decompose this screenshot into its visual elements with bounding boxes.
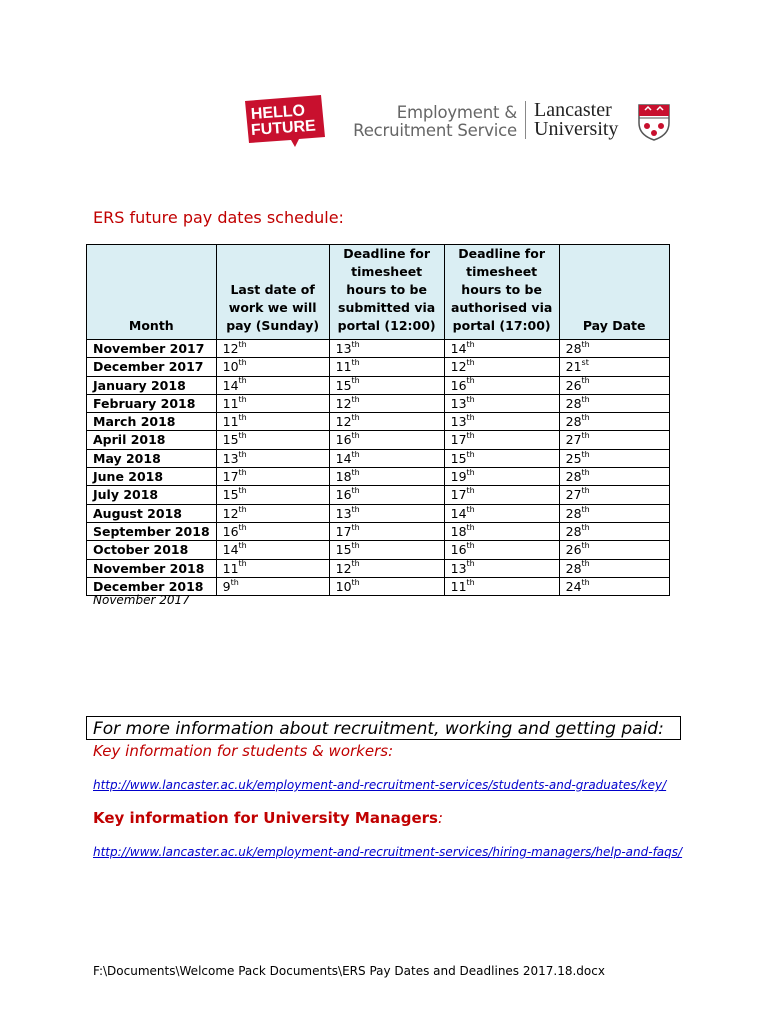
cell-pay-date-suffix: th: [581, 339, 590, 349]
table-row: [87, 413, 670, 431]
table-row: [87, 394, 670, 412]
cell-submit-deadline: [329, 376, 444, 394]
table-note: November 2017: [93, 593, 190, 607]
cell-pay-date-suffix: th: [581, 467, 590, 477]
cell-pay-date-suffix: th: [581, 449, 590, 459]
table-row: [87, 541, 670, 559]
footer-file-path: F:\Documents\Welcome Pack Documents\ERS Pay Dates and Deadlines 2017.18.docx: [93, 964, 605, 978]
cell-last-date-suffix: th: [238, 559, 247, 569]
table-row: [87, 486, 670, 504]
cell-last-date: [216, 358, 329, 376]
cell-pay-date-value: 24: [565, 578, 582, 594]
cell-submit-deadline: [329, 486, 444, 504]
cell-month: [87, 413, 217, 431]
cell-last-date: [216, 340, 329, 358]
header-pay-date: Pay Date: [559, 245, 669, 340]
cell-pay-date-suffix: th: [581, 504, 590, 514]
students-heading-text: Key information for students & workers:: [93, 742, 394, 760]
cell-authorise-deadline-suffix: th: [466, 394, 475, 404]
logo-divider: [525, 101, 526, 139]
cell-last-date: [216, 394, 329, 412]
cell-last-date-suffix: th: [238, 504, 247, 514]
cell-submit-deadline: [329, 541, 444, 559]
cell-submit-deadline: [329, 340, 444, 358]
cell-authorise-deadline-value: 14: [450, 505, 467, 521]
table-row: [87, 376, 670, 394]
cell-submit-deadline-suffix: th: [351, 339, 360, 349]
cell-last-date-value: 14: [222, 377, 239, 393]
cell-last-date: [216, 376, 329, 394]
cell-pay-date: [559, 431, 669, 449]
managers-heading-text: Key information for University Managers: [93, 809, 438, 827]
cell-month: [87, 541, 217, 559]
cell-pay-date: [559, 449, 669, 467]
cell-authorise-deadline-value: 11: [450, 578, 467, 594]
cell-month-value: October 2018: [93, 542, 189, 558]
cell-authorise-deadline-value: 13: [450, 560, 467, 576]
cell-last-date: [216, 541, 329, 559]
hello-future-line1: HELLO: [250, 102, 306, 124]
cell-month-value: November 2017: [93, 341, 205, 356]
cell-authorise-deadline-suffix: th: [466, 486, 475, 496]
cell-authorise-deadline: [444, 577, 559, 595]
cell-authorise-deadline-suffix: th: [466, 522, 475, 532]
cell-month-value: May 2018: [93, 450, 161, 466]
cell-last-date: [216, 486, 329, 504]
cell-submit-deadline-value: 15: [335, 377, 352, 393]
cell-last-date-suffix: th: [238, 486, 247, 496]
cell-last-date-suffix: th: [238, 522, 247, 532]
cell-month-value: April 2018: [93, 432, 166, 448]
table-row: [87, 358, 670, 376]
more-info-heading: For more information about recruitment, working and getting paid:: [86, 716, 681, 740]
cell-submit-deadline-value: 16: [335, 487, 352, 503]
cell-pay-date-value: 26: [565, 542, 582, 558]
university-line1: Lancaster: [534, 99, 612, 121]
cell-pay-date-value: 21: [565, 359, 582, 375]
cell-submit-deadline-suffix: th: [351, 577, 360, 587]
cell-pay-date-suffix: th: [581, 376, 590, 386]
cell-submit-deadline: [329, 468, 444, 486]
cell-authorise-deadline-value: 16: [450, 542, 467, 558]
managers-link[interactable]: http://www.lancaster.ac.uk/employment-and-recruitment-services/hiring-managers/help-and-faqs/: [93, 845, 683, 859]
cell-submit-deadline-value: 12: [335, 560, 352, 576]
table-row: [87, 468, 670, 486]
cell-submit-deadline: [329, 413, 444, 431]
cell-authorise-deadline: [444, 541, 559, 559]
cell-month-value: June 2018: [93, 469, 164, 485]
cell-pay-date-value: 27: [565, 487, 582, 503]
cell-authorise-deadline-value: 13: [450, 414, 467, 430]
cell-month-value: December 2017: [93, 359, 204, 375]
cell-pay-date-value: 25: [565, 450, 582, 466]
cell-submit-deadline-suffix: th: [351, 449, 360, 459]
table-row: [87, 559, 670, 577]
cell-submit-deadline-suffix: th: [351, 413, 360, 423]
cell-pay-date: [559, 559, 669, 577]
cell-submit-deadline-value: 12: [335, 395, 352, 411]
cell-submit-deadline-suffix: th: [351, 504, 360, 514]
university-crest-icon: [637, 103, 671, 141]
cell-authorise-deadline-value: 18: [450, 523, 467, 539]
cell-submit-deadline-value: 12: [335, 414, 352, 430]
cell-pay-date: [559, 522, 669, 540]
students-heading: [93, 742, 393, 760]
cell-last-date-suffix: th: [238, 339, 247, 349]
pay-dates-table: [86, 244, 670, 596]
cell-submit-deadline: [329, 431, 444, 449]
cell-submit-deadline-value: 16: [335, 432, 352, 448]
cell-month-value: January 2018: [93, 377, 186, 393]
cell-last-date-value: 13: [222, 450, 239, 466]
cell-pay-date-value: 28: [565, 505, 582, 521]
ers-line1: Employment &: [396, 103, 517, 122]
cell-pay-date: [559, 468, 669, 486]
cell-submit-deadline-suffix: th: [351, 541, 360, 551]
cell-authorise-deadline-suffix: th: [466, 449, 475, 459]
cell-submit-deadline-suffix: th: [351, 394, 360, 404]
cell-authorise-deadline: [444, 486, 559, 504]
header-submit-deadline: Deadline for timesheet hours to be submitted via portal (12:00): [329, 245, 444, 340]
table-row: [87, 504, 670, 522]
cell-last-date-suffix: th: [238, 413, 247, 423]
cell-authorise-deadline-value: 16: [450, 377, 467, 393]
cell-submit-deadline-suffix: th: [351, 522, 360, 532]
cell-submit-deadline-value: 13: [335, 505, 352, 521]
cell-last-date: [216, 559, 329, 577]
cell-authorise-deadline: [444, 376, 559, 394]
cell-authorise-deadline-suffix: th: [466, 431, 475, 441]
cell-last-date-suffix: th: [238, 541, 247, 551]
cell-authorise-deadline-suffix: th: [466, 376, 475, 386]
cell-last-date-value: 10: [222, 359, 239, 375]
cell-pay-date: [559, 394, 669, 412]
cell-last-date-value: 12: [222, 505, 239, 521]
cell-last-date-suffix: th: [238, 431, 247, 441]
cell-pay-date-value: 28: [565, 469, 582, 485]
cell-pay-date-value: 28: [565, 414, 582, 430]
cell-last-date: [216, 468, 329, 486]
cell-last-date: [216, 449, 329, 467]
cell-last-date: [216, 577, 329, 595]
cell-pay-date: [559, 577, 669, 595]
cell-authorise-deadline-value: 17: [450, 432, 467, 448]
cell-submit-deadline-suffix: th: [351, 358, 360, 368]
table-row: [87, 522, 670, 540]
cell-authorise-deadline-suffix: th: [466, 541, 475, 551]
cell-month: [87, 340, 217, 358]
hello-future-line2: FUTURE: [250, 117, 317, 140]
cell-last-date: [216, 504, 329, 522]
cell-pay-date-suffix: th: [581, 559, 590, 569]
cell-pay-date-value: 26: [565, 377, 582, 393]
cell-last-date-suffix: th: [238, 358, 247, 368]
cell-last-date-value: 17: [222, 469, 239, 485]
managers-heading: [93, 809, 443, 827]
cell-authorise-deadline-value: 14: [450, 341, 467, 356]
header-authorise-deadline: Deadline for timesheet hours to be authorised via portal (17:00): [444, 245, 559, 340]
cell-month: [87, 358, 217, 376]
cell-pay-date-suffix: th: [581, 522, 590, 532]
cell-month-value: July 2018: [93, 487, 159, 503]
cell-submit-deadline-value: 11: [335, 359, 352, 375]
cell-authorise-deadline-suffix: th: [466, 467, 475, 477]
lancaster-wordmark: [534, 101, 618, 139]
cell-month: [87, 376, 217, 394]
table-row: [87, 340, 670, 358]
cell-submit-deadline-value: 13: [335, 341, 352, 356]
table-header-row: [87, 245, 670, 340]
students-link[interactable]: http://www.lancaster.ac.uk/employment-and-recruitment-services/students-and-graduates/key/: [93, 778, 667, 792]
hello-future-logo: [241, 95, 327, 147]
cell-authorise-deadline: [444, 431, 559, 449]
cell-month: [87, 449, 217, 467]
cell-authorise-deadline-suffix: th: [466, 504, 475, 514]
cell-month: [87, 486, 217, 504]
cell-pay-date-suffix: th: [581, 394, 590, 404]
cell-submit-deadline: [329, 358, 444, 376]
cell-month: [87, 559, 217, 577]
cell-month-value: August 2018: [93, 505, 182, 521]
cell-month: [87, 468, 217, 486]
cell-pay-date-value: 27: [565, 432, 582, 448]
university-line2: University: [534, 118, 619, 140]
cell-month: [87, 431, 217, 449]
cell-pay-date-suffix: th: [581, 486, 590, 496]
cell-authorise-deadline-value: 19: [450, 469, 467, 485]
cell-authorise-deadline: [444, 394, 559, 412]
cell-authorise-deadline: [444, 559, 559, 577]
cell-pay-date: [559, 340, 669, 358]
cell-pay-date-suffix: th: [581, 541, 590, 551]
header-month: Month: [87, 245, 217, 340]
cell-month: [87, 394, 217, 412]
cell-last-date: [216, 522, 329, 540]
cell-last-date-value: 14: [222, 542, 239, 558]
cell-submit-deadline-value: 14: [335, 450, 352, 466]
table-row: [87, 449, 670, 467]
cell-pay-date: [559, 358, 669, 376]
cell-submit-deadline-value: 18: [335, 469, 352, 485]
cell-month-value: November 2018: [93, 560, 205, 576]
header-last-date: Last date of work we will pay (Sunday): [216, 245, 329, 340]
cell-submit-deadline: [329, 504, 444, 522]
cell-authorise-deadline-suffix: th: [466, 339, 475, 349]
cell-authorise-deadline: [444, 468, 559, 486]
ers-wordmark: [345, 104, 517, 140]
cell-submit-deadline: [329, 559, 444, 577]
cell-pay-date-value: 28: [565, 560, 582, 576]
cell-authorise-deadline: [444, 504, 559, 522]
cell-pay-date-value: 28: [565, 395, 582, 411]
cell-pay-date-suffix: th: [581, 431, 590, 441]
cell-month-value: December 2018: [93, 578, 204, 594]
cell-submit-deadline-value: 15: [335, 542, 352, 558]
cell-pay-date-value: 28: [565, 341, 582, 356]
cell-authorise-deadline: [444, 340, 559, 358]
ers-line2: Recruitment Service: [353, 121, 517, 140]
cell-last-date-suffix: th: [238, 376, 247, 386]
cell-last-date-value: 12: [222, 341, 239, 356]
cell-submit-deadline: [329, 522, 444, 540]
cell-pay-date: [559, 376, 669, 394]
cell-authorise-deadline: [444, 413, 559, 431]
cell-last-date-value: 16: [222, 523, 239, 539]
cell-submit-deadline-suffix: th: [351, 376, 360, 386]
cell-submit-deadline-suffix: th: [351, 431, 360, 441]
cell-authorise-deadline: [444, 449, 559, 467]
cell-pay-date-suffix: th: [581, 577, 590, 587]
cell-last-date-value: 9: [222, 578, 231, 594]
cell-month-value: February 2018: [93, 395, 196, 411]
cell-submit-deadline: [329, 394, 444, 412]
cell-last-date-suffix: th: [230, 577, 239, 587]
cell-submit-deadline: [329, 449, 444, 467]
cell-submit-deadline-suffix: th: [351, 467, 360, 477]
cell-submit-deadline-value: 17: [335, 523, 352, 539]
cell-authorise-deadline-value: 15: [450, 450, 467, 466]
cell-submit-deadline-value: 10: [335, 578, 352, 594]
cell-authorise-deadline-suffix: th: [466, 358, 475, 368]
cell-month: [87, 504, 217, 522]
cell-authorise-deadline: [444, 358, 559, 376]
cell-last-date: [216, 413, 329, 431]
cell-authorise-deadline-suffix: th: [466, 559, 475, 569]
cell-pay-date: [559, 504, 669, 522]
cell-month-value: September 2018: [93, 523, 210, 539]
cell-last-date-suffix: th: [238, 467, 247, 477]
cell-last-date: [216, 431, 329, 449]
cell-submit-deadline-suffix: th: [351, 486, 360, 496]
cell-pay-date-suffix: th: [581, 413, 590, 423]
cell-last-date-value: 11: [222, 560, 239, 576]
cell-month-value: March 2018: [93, 414, 176, 430]
cell-month: [87, 522, 217, 540]
cell-pay-date-value: 28: [565, 523, 582, 539]
cell-authorise-deadline-suffix: th: [466, 577, 475, 587]
cell-authorise-deadline-value: 17: [450, 487, 467, 503]
cell-authorise-deadline-suffix: th: [466, 413, 475, 423]
cell-authorise-deadline: [444, 522, 559, 540]
cell-last-date-value: 15: [222, 487, 239, 503]
cell-pay-date: [559, 541, 669, 559]
cell-pay-date-suffix: st: [581, 358, 589, 368]
cell-pay-date: [559, 486, 669, 504]
cell-submit-deadline-suffix: th: [351, 559, 360, 569]
cell-pay-date: [559, 413, 669, 431]
cell-submit-deadline: [329, 577, 444, 595]
managers-heading-colon: :: [437, 809, 444, 827]
cell-last-date-value: 11: [222, 414, 239, 430]
table-row: [87, 431, 670, 449]
cell-authorise-deadline-value: 13: [450, 395, 467, 411]
cell-last-date-value: 11: [222, 395, 239, 411]
cell-authorise-deadline-value: 12: [450, 359, 467, 375]
cell-last-date-suffix: th: [238, 394, 247, 404]
cell-last-date-value: 15: [222, 432, 239, 448]
cell-last-date-suffix: th: [238, 449, 247, 459]
schedule-title: ERS future pay dates schedule:: [93, 208, 344, 227]
